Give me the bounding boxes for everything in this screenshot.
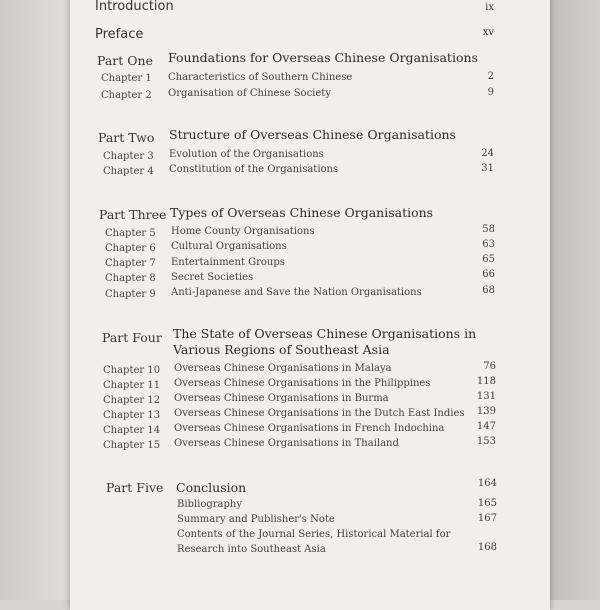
part-five-label: Part Five	[106, 480, 164, 495]
chapter-page: 31	[481, 163, 494, 174]
chapter-page: 118	[476, 376, 496, 387]
chapter-title: Overseas Chinese Organisations in the Dutch East Indies	[174, 408, 465, 419]
toc-preface-page: xv	[482, 27, 494, 38]
chapter-title: Overseas Chinese Organisations in the Philippines	[174, 378, 431, 389]
toc-introduction-title: Introduction	[95, 0, 174, 14]
back-matter-page: 167	[477, 513, 497, 524]
chapter-title: Home County Organisations	[171, 226, 315, 237]
back-matter-page: 165	[477, 498, 497, 509]
chapter-title: Evolution of the Organisations	[169, 149, 324, 160]
back-matter-page: 168	[477, 542, 497, 553]
toc-introduction-page: ix	[485, 2, 494, 13]
chapter-title: Entertainment Groups	[171, 257, 285, 268]
chapter-label: Chapter 13	[103, 410, 161, 421]
book-page	[70, 0, 550, 610]
chapter-page: 9	[487, 87, 494, 98]
chapter-label: Chapter 12	[103, 395, 161, 406]
chapter-title: Overseas Chinese Organisations in French Indochina	[174, 423, 445, 434]
back-matter-title-line-1: Contents of the Journal Series, Historical Material for	[177, 529, 451, 540]
chapter-label: Chapter 4	[103, 166, 154, 177]
chapter-page: 58	[482, 224, 495, 235]
chapter-page: 131	[476, 391, 496, 402]
chapter-label: Chapter 9	[105, 289, 156, 300]
chapter-title: Anti-Japanese and Save the Nation Organisations	[171, 287, 422, 298]
chapter-page: 65	[482, 254, 495, 265]
chapter-title: Constitution of the Organisations	[169, 164, 339, 175]
chapter-page: 68	[482, 285, 495, 296]
part-two-label: Part Two	[98, 130, 155, 145]
chapter-title: Overseas Chinese Organisations in Burma	[174, 393, 389, 404]
background-right	[548, 0, 600, 600]
chapter-title: Organisation of Chinese Society	[168, 88, 331, 99]
chapter-label: Chapter 10	[103, 365, 161, 376]
chapter-title: Overseas Chinese Organisations in Malaya	[174, 363, 392, 374]
part-three-title: Types of Overseas Chinese Organisations	[170, 205, 434, 220]
chapter-label: Chapter 5	[105, 228, 156, 239]
chapter-label: Chapter 6	[105, 243, 156, 254]
part-four-title-line-1: The State of Overseas Chinese Organisations in	[173, 326, 477, 341]
chapter-label: Chapter 11	[103, 380, 161, 391]
chapter-page: 24	[481, 148, 494, 159]
chapter-page: 66	[482, 269, 495, 280]
part-three-label: Part Three	[99, 207, 167, 222]
part-four-label: Part Four	[102, 330, 162, 345]
chapter-page: 147	[476, 421, 496, 432]
chapter-label: Chapter 14	[103, 425, 161, 436]
chapter-page: 153	[476, 436, 496, 447]
chapter-page: 76	[483, 361, 496, 372]
toc-preface-title: Preface	[95, 27, 144, 42]
chapter-page: 139	[476, 406, 496, 417]
chapter-title: Secret Societies	[171, 272, 254, 283]
chapter-page: 2	[487, 71, 494, 82]
chapter-label: Chapter 7	[105, 258, 156, 269]
chapter-title: Cultural Organisations	[171, 241, 287, 252]
part-two-title: Structure of Overseas Chinese Organisations	[169, 127, 456, 142]
chapter-label: Chapter 3	[103, 151, 154, 162]
part-one-title: Foundations for Overseas Chinese Organisations	[168, 50, 478, 65]
part-one-label: Part One	[97, 53, 153, 68]
part-five-title: Conclusion	[176, 480, 247, 495]
part-four-title-line-2: Various Regions of Southeast Asia	[173, 342, 390, 357]
chapter-title: Overseas Chinese Organisations in Thailand	[174, 438, 399, 449]
back-matter-title: Bibliography	[177, 499, 242, 510]
conclusion-page: 164	[477, 478, 497, 489]
chapter-label: Chapter 1	[101, 73, 152, 84]
chapter-label: Chapter 15	[103, 440, 161, 451]
back-matter-title-line-2: Research into Southeast Asia	[177, 544, 326, 555]
chapter-label: Chapter 8	[105, 273, 156, 284]
chapter-label: Chapter 2	[101, 90, 152, 101]
chapter-page: 63	[482, 239, 495, 250]
chapter-title: Characteristics of Southern Chinese	[168, 72, 353, 83]
back-matter-title: Summary and Publisher's Note	[177, 514, 335, 525]
